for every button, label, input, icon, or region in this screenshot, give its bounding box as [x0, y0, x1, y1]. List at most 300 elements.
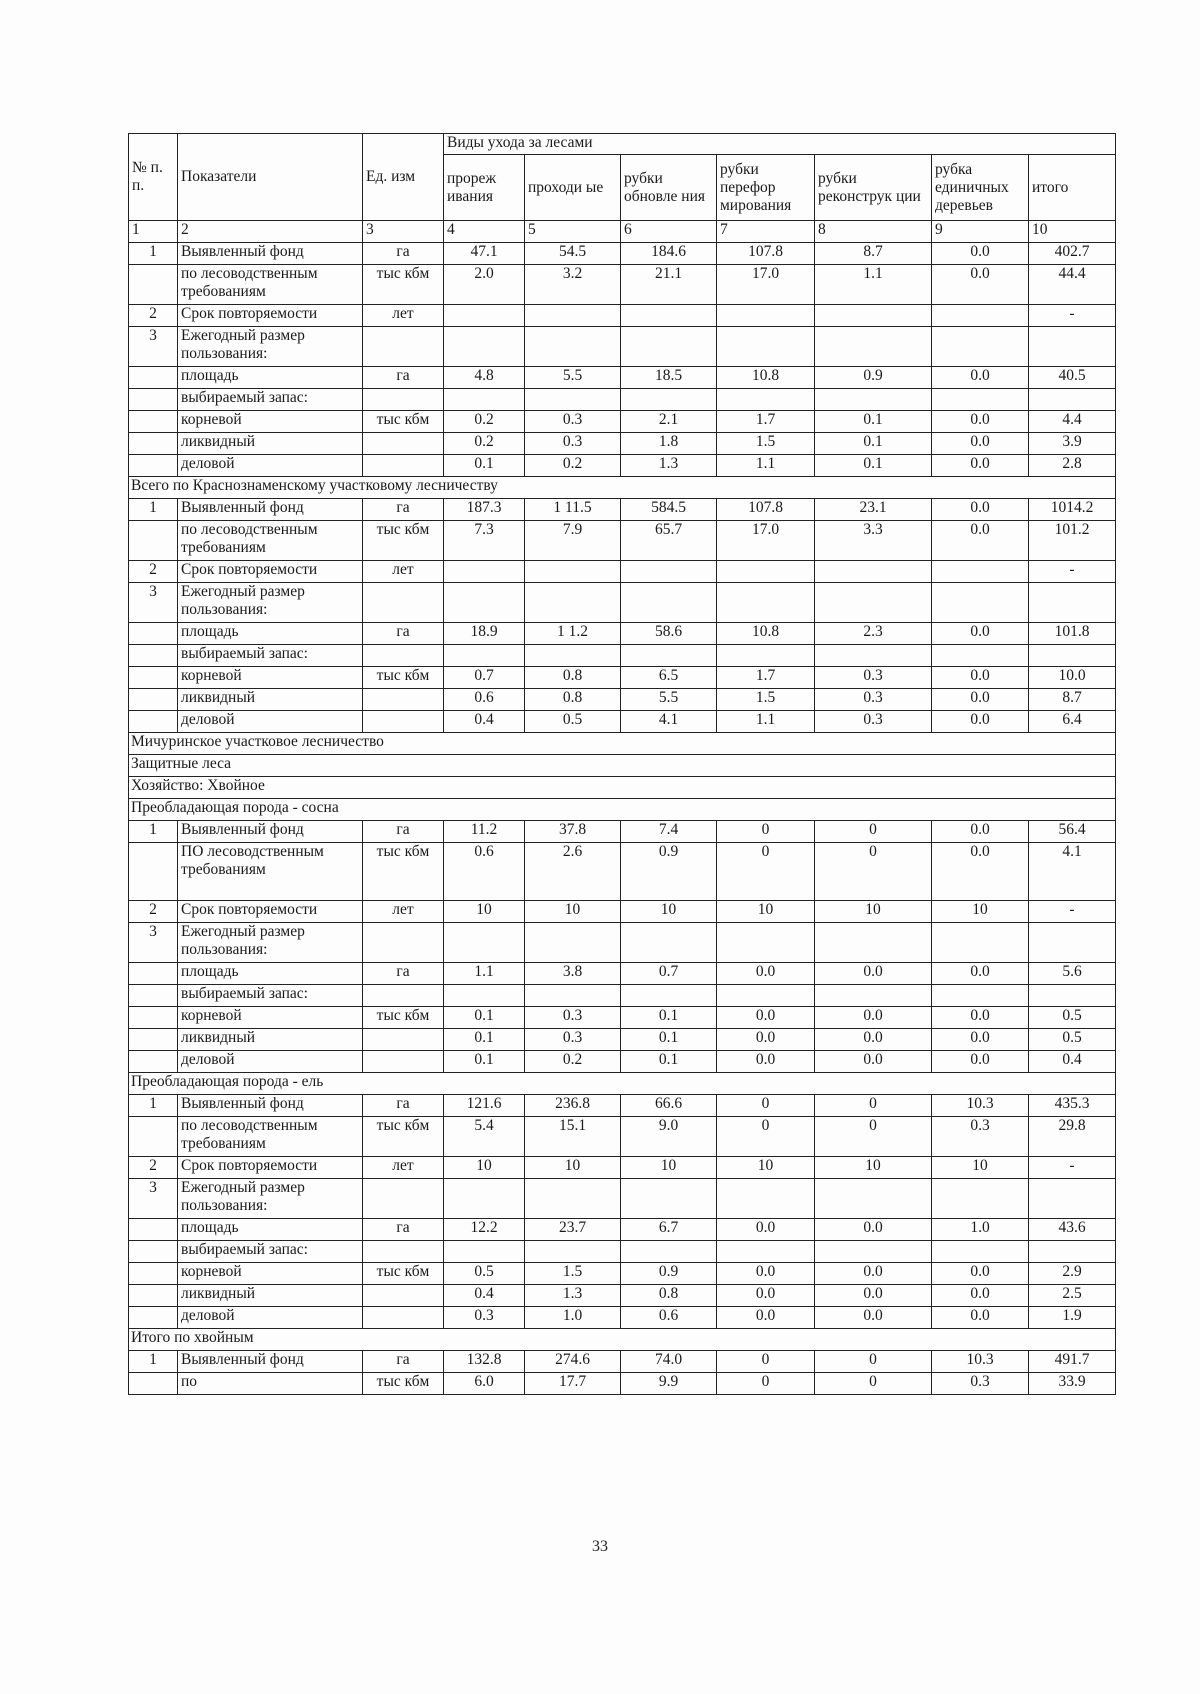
value-cell [1029, 923, 1116, 963]
row-number [129, 521, 178, 561]
value-cell: 0.3 [815, 667, 932, 689]
value-cell: 47.1 [444, 243, 525, 265]
value-cell: 0.7 [621, 963, 717, 985]
value-cell [444, 583, 525, 623]
value-cell: 0.3 [525, 1029, 621, 1051]
section-title: Преобладающая порода - сосна [129, 799, 1116, 821]
value-cell [621, 327, 717, 367]
value-cell: 17.7 [525, 1373, 621, 1395]
value-cell: 0.0 [932, 1285, 1029, 1307]
row-unit: тыс кбм [363, 521, 444, 561]
row-number [129, 455, 178, 477]
value-cell: 0.1 [444, 455, 525, 477]
value-cell: 0.2 [525, 455, 621, 477]
row-unit [363, 711, 444, 733]
value-cell: 0.0 [932, 1007, 1029, 1029]
row-number: 2 [129, 561, 178, 583]
row-label: ликвидный [178, 1029, 363, 1051]
table-row [129, 583, 1116, 623]
value-cell: 0.0 [815, 963, 932, 985]
value-cell: 29.8 [1029, 1117, 1116, 1157]
value-cell: 0 [815, 1351, 932, 1373]
table-row [129, 667, 1116, 689]
value-cell: 21.1 [621, 265, 717, 305]
value-cell [932, 561, 1029, 583]
value-cell: 10 [717, 901, 815, 923]
value-cell: 0.0 [932, 689, 1029, 711]
header-col: прореж ивания [444, 155, 525, 221]
row-label: Срок повторяемости [178, 901, 363, 923]
value-cell [932, 985, 1029, 1007]
value-cell [717, 327, 815, 367]
row-unit: тыс кбм [363, 1117, 444, 1157]
value-cell: 12.2 [444, 1219, 525, 1241]
colnum-cell: 4 [444, 221, 525, 243]
row-unit: тыс кбм [363, 1007, 444, 1029]
row-unit: га [363, 499, 444, 521]
table-row [129, 985, 1116, 1007]
table-row [129, 411, 1116, 433]
value-cell: 101.2 [1029, 521, 1116, 561]
value-cell: 8.7 [815, 243, 932, 265]
value-cell: 10.3 [932, 1351, 1029, 1373]
section-title: Защитные леса [129, 755, 1116, 777]
value-cell: 6.5 [621, 667, 717, 689]
colnum-cell: 10 [1029, 221, 1116, 243]
value-cell: 0.0 [932, 1029, 1029, 1051]
value-cell: 0.5 [1029, 1007, 1116, 1029]
value-cell: 0.0 [932, 521, 1029, 561]
value-cell: 402.7 [1029, 243, 1116, 265]
value-cell: 236.8 [525, 1095, 621, 1117]
value-cell: 10 [932, 901, 1029, 923]
value-cell: 121.6 [444, 1095, 525, 1117]
value-cell [621, 923, 717, 963]
table-row [129, 265, 1116, 305]
value-cell: 0.0 [717, 1263, 815, 1285]
row-label: Выявленный фонд [178, 1351, 363, 1373]
value-cell: 15.1 [525, 1117, 621, 1157]
value-cell [717, 1241, 815, 1263]
row-unit: лет [363, 1157, 444, 1179]
value-cell: 10.8 [717, 623, 815, 645]
value-cell: 0.1 [815, 455, 932, 477]
value-cell [525, 389, 621, 411]
value-cell [1029, 583, 1116, 623]
value-cell: 0.3 [525, 433, 621, 455]
value-cell: 33.9 [1029, 1373, 1116, 1395]
value-cell: 0.9 [621, 843, 717, 901]
value-cell: 0.6 [444, 689, 525, 711]
value-cell: 1.7 [717, 411, 815, 433]
value-cell: 0.9 [815, 367, 932, 389]
value-cell: 0.1 [815, 411, 932, 433]
row-label: деловой [178, 455, 363, 477]
value-cell: 1.8 [621, 433, 717, 455]
value-cell: 0 [815, 1095, 932, 1117]
row-label: деловой [178, 1307, 363, 1329]
header-indicator: Показатели [178, 134, 363, 221]
row-unit: тыс кбм [363, 667, 444, 689]
value-cell: 10 [525, 901, 621, 923]
table-row [129, 689, 1116, 711]
value-cell: 0 [815, 1373, 932, 1395]
row-label: корневой [178, 411, 363, 433]
value-cell: 56.4 [1029, 821, 1116, 843]
value-cell: 0.4 [444, 1285, 525, 1307]
value-cell [717, 561, 815, 583]
value-cell: 43.6 [1029, 1219, 1116, 1241]
row-unit [363, 583, 444, 623]
section-row [129, 1073, 1116, 1095]
value-cell: 6.7 [621, 1219, 717, 1241]
value-cell [815, 327, 932, 367]
table-row [129, 499, 1116, 521]
value-cell [525, 305, 621, 327]
value-cell [1029, 645, 1116, 667]
row-label: по лесоводственным требованиям [178, 265, 363, 305]
row-label: площадь [178, 623, 363, 645]
section-title: Итого по хвойным [129, 1329, 1116, 1351]
row-number [129, 1219, 178, 1241]
value-cell [1029, 985, 1116, 1007]
row-unit [363, 1179, 444, 1219]
value-cell [815, 645, 932, 667]
value-cell: 7.4 [621, 821, 717, 843]
value-cell: 274.6 [525, 1351, 621, 1373]
value-cell [815, 561, 932, 583]
value-cell: 44.4 [1029, 265, 1116, 305]
colnum-cell: 9 [932, 221, 1029, 243]
value-cell [1029, 327, 1116, 367]
row-label: выбираемый запас: [178, 389, 363, 411]
table-row [129, 1219, 1116, 1241]
value-cell: 0.7 [444, 667, 525, 689]
value-cell [525, 645, 621, 667]
value-cell: 0.8 [621, 1285, 717, 1307]
value-cell: 0.2 [444, 411, 525, 433]
row-number: 3 [129, 583, 178, 623]
value-cell [525, 561, 621, 583]
value-cell: 1.0 [525, 1307, 621, 1329]
value-cell: 5.4 [444, 1117, 525, 1157]
row-label: площадь [178, 963, 363, 985]
value-cell: 10 [815, 901, 932, 923]
value-cell: 3.2 [525, 265, 621, 305]
value-cell [525, 985, 621, 1007]
table-row [129, 1095, 1116, 1117]
value-cell: 10 [621, 1157, 717, 1179]
table-row [129, 327, 1116, 367]
row-label: ликвидный [178, 689, 363, 711]
value-cell: 8.7 [1029, 689, 1116, 711]
value-cell [815, 923, 932, 963]
table-row [129, 1263, 1116, 1285]
row-unit: лет [363, 901, 444, 923]
forest-care-table [128, 133, 1116, 1395]
row-unit [363, 1285, 444, 1307]
header-col: рубка единичных деревьев [932, 155, 1029, 221]
value-cell [621, 1241, 717, 1263]
value-cell: 0.0 [815, 1219, 932, 1241]
row-number [129, 1007, 178, 1029]
value-cell: 0.3 [525, 411, 621, 433]
value-cell: 0.0 [932, 455, 1029, 477]
value-cell: 2.8 [1029, 455, 1116, 477]
row-label: Ежегодный размер пользования: [178, 583, 363, 623]
value-cell [932, 645, 1029, 667]
value-cell: 1 1.2 [525, 623, 621, 645]
row-unit [363, 389, 444, 411]
value-cell: 54.5 [525, 243, 621, 265]
section-title: Хозяйство: Хвойное [129, 777, 1116, 799]
value-cell [932, 327, 1029, 367]
row-number [129, 367, 178, 389]
table-row [129, 963, 1116, 985]
row-number [129, 689, 178, 711]
value-cell: 1.5 [525, 1263, 621, 1285]
value-cell: 491.7 [1029, 1351, 1116, 1373]
row-label: выбираемый запас: [178, 985, 363, 1007]
value-cell [1029, 1179, 1116, 1219]
value-cell: 0 [815, 843, 932, 901]
value-cell [717, 305, 815, 327]
value-cell: 0.0 [932, 667, 1029, 689]
row-number: 1 [129, 821, 178, 843]
value-cell [717, 389, 815, 411]
table-row [129, 1241, 1116, 1263]
row-unit [363, 1307, 444, 1329]
row-unit: га [363, 821, 444, 843]
colnum-cell: 6 [621, 221, 717, 243]
row-unit [363, 923, 444, 963]
table-row [129, 821, 1116, 843]
value-cell [815, 305, 932, 327]
value-cell: 3.9 [1029, 433, 1116, 455]
value-cell: 10.3 [932, 1095, 1029, 1117]
row-number: 1 [129, 1095, 178, 1117]
row-label: Выявленный фонд [178, 1095, 363, 1117]
value-cell [444, 327, 525, 367]
value-cell: 0.0 [815, 1307, 932, 1329]
row-number [129, 1117, 178, 1157]
value-cell: 6.0 [444, 1373, 525, 1395]
row-label: Выявленный фонд [178, 243, 363, 265]
header-col: рубки обновле ния [621, 155, 717, 221]
value-cell: 10.0 [1029, 667, 1116, 689]
value-cell [717, 583, 815, 623]
value-cell: 65.7 [621, 521, 717, 561]
value-cell [444, 1241, 525, 1263]
table-row [129, 923, 1116, 963]
row-label: Ежегодный размер пользования: [178, 1179, 363, 1219]
colnum-cell: 3 [363, 221, 444, 243]
value-cell: 0.0 [932, 265, 1029, 305]
table-row [129, 243, 1116, 265]
value-cell: 0.5 [444, 1263, 525, 1285]
table-row [129, 623, 1116, 645]
row-label: ликвидный [178, 433, 363, 455]
value-cell: 0.0 [717, 1307, 815, 1329]
value-cell [444, 645, 525, 667]
value-cell: 4.1 [621, 711, 717, 733]
value-cell: 0.0 [932, 1051, 1029, 1073]
value-cell: 0.0 [932, 433, 1029, 455]
row-unit [363, 645, 444, 667]
value-cell: 1.1 [717, 455, 815, 477]
colnum-cell: 1 [129, 221, 178, 243]
value-cell: 58.6 [621, 623, 717, 645]
value-cell [717, 923, 815, 963]
value-cell [932, 305, 1029, 327]
section-row [129, 1329, 1116, 1351]
value-cell: 0 [717, 821, 815, 843]
value-cell [815, 1179, 932, 1219]
row-number [129, 1263, 178, 1285]
value-cell: - [1029, 1157, 1116, 1179]
value-cell: 7.9 [525, 521, 621, 561]
row-number [129, 645, 178, 667]
row-label: корневой [178, 667, 363, 689]
value-cell: 1.1 [717, 711, 815, 733]
row-unit [363, 1241, 444, 1263]
value-cell: 10.8 [717, 367, 815, 389]
value-cell: 0 [717, 1351, 815, 1373]
row-label: ликвидный [178, 1285, 363, 1307]
value-cell [815, 1241, 932, 1263]
value-cell: 0.0 [932, 843, 1029, 901]
value-cell [1029, 389, 1116, 411]
value-cell: 74.0 [621, 1351, 717, 1373]
value-cell: 1.9 [1029, 1307, 1116, 1329]
value-cell [525, 327, 621, 367]
row-label: по лесоводственным требованиям [178, 1117, 363, 1157]
value-cell [444, 923, 525, 963]
row-unit [363, 689, 444, 711]
value-cell: 18.9 [444, 623, 525, 645]
value-cell [525, 583, 621, 623]
column-numbers-row [129, 221, 1116, 243]
value-cell: 0.1 [621, 1029, 717, 1051]
value-cell [525, 1241, 621, 1263]
header-group: Виды ухода за лесами [444, 134, 1116, 155]
value-cell: 0.0 [717, 963, 815, 985]
value-cell: 0.3 [815, 711, 932, 733]
value-cell: 0.0 [717, 1285, 815, 1307]
row-label: выбираемый запас: [178, 1241, 363, 1263]
row-unit: тыс кбм [363, 843, 444, 901]
row-number [129, 265, 178, 305]
value-cell: 10 [621, 901, 717, 923]
value-cell: 11.2 [444, 821, 525, 843]
value-cell: 3.8 [525, 963, 621, 985]
row-unit: лет [363, 305, 444, 327]
value-cell: 23.7 [525, 1219, 621, 1241]
value-cell: 107.8 [717, 499, 815, 521]
value-cell [621, 561, 717, 583]
row-unit: га [363, 1351, 444, 1373]
value-cell: 0 [717, 1117, 815, 1157]
value-cell [444, 561, 525, 583]
value-cell [932, 389, 1029, 411]
header-col: рубки реконструк ции [815, 155, 932, 221]
value-cell: 0.0 [932, 1307, 1029, 1329]
value-cell [815, 985, 932, 1007]
value-cell [932, 1241, 1029, 1263]
value-cell: 37.8 [525, 821, 621, 843]
value-cell: 0.0 [717, 1051, 815, 1073]
row-number: 3 [129, 923, 178, 963]
table-row [129, 389, 1116, 411]
table-row [129, 1285, 1116, 1307]
value-cell [621, 1179, 717, 1219]
value-cell: 1014.2 [1029, 499, 1116, 521]
section-row [129, 477, 1116, 499]
value-cell: 0.1 [621, 1051, 717, 1073]
row-unit: тыс кбм [363, 1373, 444, 1395]
table-row [129, 1051, 1116, 1073]
table-row [129, 305, 1116, 327]
value-cell: 0 [717, 1095, 815, 1117]
value-cell: - [1029, 305, 1116, 327]
value-cell: 435.3 [1029, 1095, 1116, 1117]
value-cell [932, 583, 1029, 623]
row-number: 2 [129, 1157, 178, 1179]
value-cell: 0.1 [815, 433, 932, 455]
value-cell: 17.0 [717, 521, 815, 561]
row-unit [363, 433, 444, 455]
row-label: по [178, 1373, 363, 1395]
value-cell [621, 389, 717, 411]
value-cell [1029, 1241, 1116, 1263]
value-cell: 0.5 [1029, 1029, 1116, 1051]
table-row [129, 1117, 1116, 1157]
row-number: 1 [129, 499, 178, 521]
row-number: 1 [129, 243, 178, 265]
value-cell: 0.0 [932, 499, 1029, 521]
row-unit: тыс кбм [363, 1263, 444, 1285]
value-cell: 0.0 [932, 963, 1029, 985]
row-label: Ежегодный размер пользования: [178, 327, 363, 367]
value-cell: 66.6 [621, 1095, 717, 1117]
value-cell [621, 645, 717, 667]
value-cell: 0.0 [932, 411, 1029, 433]
value-cell: 10 [932, 1157, 1029, 1179]
value-cell: 0.0 [815, 1007, 932, 1029]
value-cell: 0.0 [932, 623, 1029, 645]
table-row [129, 1007, 1116, 1029]
row-number [129, 411, 178, 433]
value-cell: 2.1 [621, 411, 717, 433]
row-unit: га [363, 623, 444, 645]
row-number [129, 1241, 178, 1263]
value-cell: 0.0 [815, 1051, 932, 1073]
row-unit [363, 1051, 444, 1073]
colnum-cell: 2 [178, 221, 363, 243]
section-title: Мичуринское участковое лесничество [129, 733, 1116, 755]
page-number: 33 [592, 1538, 608, 1555]
section-row [129, 799, 1116, 821]
row-label: Выявленный фонд [178, 499, 363, 521]
value-cell: 2.3 [815, 623, 932, 645]
row-label: корневой [178, 1263, 363, 1285]
row-unit [363, 985, 444, 1007]
row-number: 2 [129, 305, 178, 327]
value-cell: 4.4 [1029, 411, 1116, 433]
value-cell: 9.9 [621, 1373, 717, 1395]
header-unit: Ед. изм [363, 134, 444, 221]
value-cell: 1.7 [717, 667, 815, 689]
